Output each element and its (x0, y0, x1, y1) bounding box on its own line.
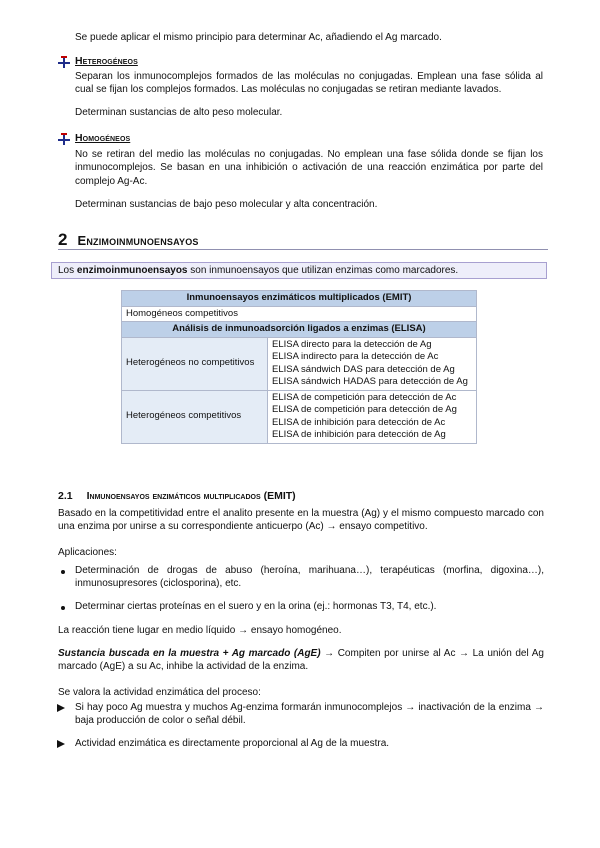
table-row (122, 291, 477, 307)
section-2-1-acronym: (EMIT) (263, 490, 296, 502)
arrow-bullet-icon (57, 740, 65, 748)
table-header-elisa: Análisis de inmunoadsorción ligados a enzimas (ELISA) (122, 322, 477, 338)
table-item: ELISA de competición para detección de Ac (272, 391, 457, 403)
section-2-title: Enzimoinmunoensayos (77, 233, 199, 248)
table-cell-group-items (268, 337, 477, 390)
heterogeneos-paragraph-2: Determinan sustancias de alto peso molecular. (75, 107, 283, 118)
table-cell-group-label: Heterogéneos no competitivos (122, 337, 268, 390)
table-item: ELISA de inhibición para detección de Ac (272, 416, 446, 428)
pushpin-icon (58, 133, 70, 145)
intro-paragraph: Se puede aplicar el mismo principio para determinar Ac, añadiendo el Ag marcado. (75, 32, 442, 43)
table-row (122, 322, 477, 338)
homogeneos-paragraph-2: Determinan sustancias de bajo peso molecular y alta concentración. (75, 199, 378, 210)
bullet-dot-icon (61, 570, 65, 574)
homogeneos-paragraph-1: No se retiran del medio las moléculas no conjugadas. No emplean una fase sólida donde se fijan los inmunocomplejos. Se basan en una inhibición o activación de una reacción enzimática por parte del complejo Ag-Ac. (75, 149, 543, 187)
table-header-emit: Inmunoensayos enzimáticos multiplicados (EMIT) (122, 291, 477, 307)
section-2-heading (58, 230, 548, 250)
table-cell-group-label: Heterogéneos competitivos (122, 390, 268, 443)
arrow-bullet-icon (57, 704, 65, 712)
arrow-item: Si hay poco Ag muestra y muchos Ag-enzima formarán inmunocomplejos → inactivación de la enzima → baja producción de color o señal débil. (75, 702, 544, 727)
table-row (122, 306, 477, 322)
table-row (122, 337, 477, 390)
table-item: ELISA directo para la detección de Ag (272, 338, 432, 350)
heterogeneos-heading (58, 55, 138, 68)
emit-paragraph: Basado en la competitividad entre el analito presente en la muestra (Ag) y el mismo compuesto marcado con una enzima por unirse a su correspondiente anticuerpo (Ac) → ensayo competitivo. (58, 508, 544, 533)
section-2-1-heading (58, 490, 296, 503)
reaction-paragraph: La reacción tiene lugar en medio líquido → ensayo homogéneo. (58, 625, 342, 636)
aplicaciones-label: Aplicaciones: (58, 547, 117, 558)
table-item: ELISA sándwich DAS para detección de Ag (272, 363, 455, 375)
table-cell-group-items (268, 390, 477, 443)
callout-prefix: Los (58, 265, 77, 276)
table-item: ELISA de inhibición para detección de Ag (272, 429, 446, 440)
homogeneos-title: Homogéneos (75, 132, 131, 144)
sustancia-rest: → Compiten por unirse al Ac → La unión del Ag marcado (AgE) a su Ac, inhibe la actividad de la enzima. (58, 648, 544, 673)
section-2-1-title: Inmunoensayos enzimáticos multiplicados (86, 490, 261, 502)
heterogeneos-paragraph-1: Separan los inmunocomplejos formados de las moléculas no conjugadas. Emplean una fase sólida al cual se fijan los complejos formados. Las moléculas no conjugadas se retiran mediante lavados. (75, 71, 543, 96)
table-row (122, 390, 477, 443)
sustancia-paragraph (58, 647, 544, 674)
table-cell-homogeneos: Homogéneos competitivos (122, 306, 477, 322)
homogeneos-heading (58, 132, 130, 145)
callout-term: enzimoinmunoensayos (76, 265, 188, 276)
pushpin-icon (58, 56, 70, 68)
section-2-number: 2 (58, 230, 68, 249)
arrow-item: Actividad enzimática es directamente proporcional al Ag de la muestra. (75, 738, 390, 749)
bullet-item: Determinar ciertas proteínas en el suero y en la orina (ej.: hormonas T3, T4, etc.). (75, 601, 437, 612)
table-item: ELISA sándwich HADAS para detección de Ag (272, 376, 468, 387)
bullet-item: Determinación de drogas de abuso (heroína, marihuana…), terapéuticas (morfina, digoxina…), inmunosupresores (ciclosporina), etc. (75, 565, 544, 590)
definition-callout (51, 262, 547, 279)
table-item: ELISA indirecto para la detección de Ac (272, 351, 439, 362)
valora-paragraph: Se valora la actividad enzimática del proceso: (58, 687, 261, 698)
immunoassay-table (121, 290, 477, 444)
bullet-dot-icon (61, 606, 65, 610)
table-item: ELISA de competición para detección de Ag (272, 404, 457, 415)
sustancia-emphasis: Sustancia buscada en la muestra + Ag marcado (AgE) (58, 648, 321, 659)
section-2-1-number: 2.1 (58, 490, 73, 502)
callout-suffix: son inmunoensayos que utilizan enzimas como marcadores. (187, 265, 459, 276)
heterogeneos-title: Heterogéneos (75, 55, 138, 67)
